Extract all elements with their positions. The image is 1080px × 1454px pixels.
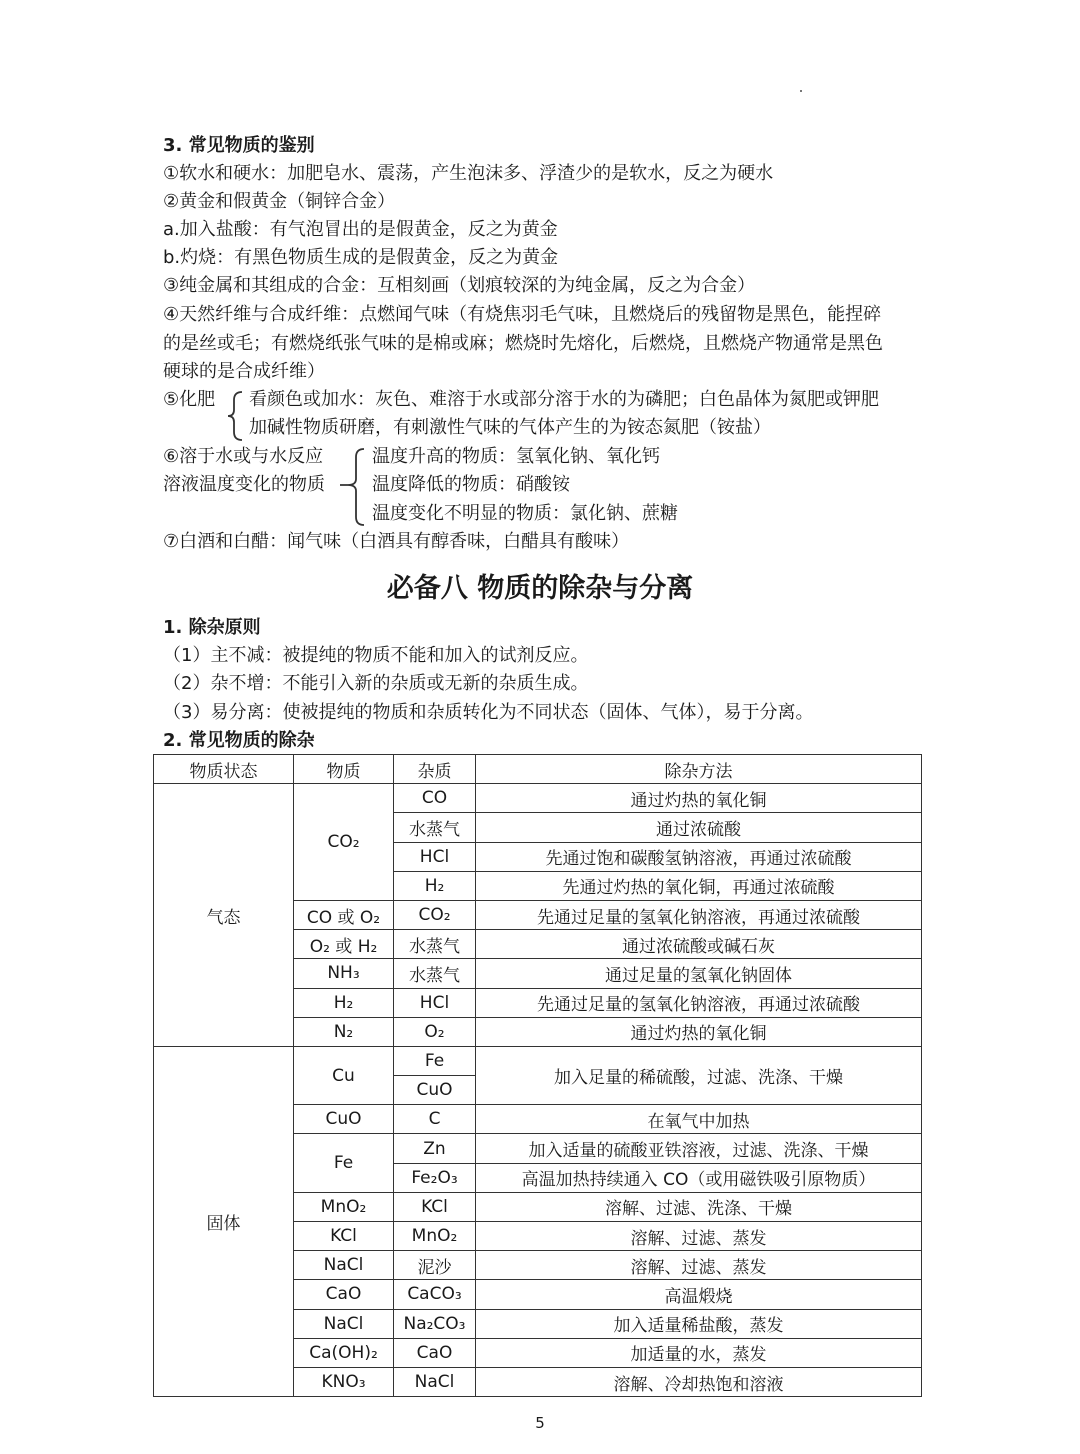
substance-cell: Cu xyxy=(294,1046,394,1104)
header-cell: 杂质 xyxy=(394,755,476,784)
impurity-cell: 水蒸气 xyxy=(394,959,476,988)
method-cell: 通过足量的氢氧化钠固体 xyxy=(476,959,922,988)
impurity-cell: CO xyxy=(394,784,476,813)
table-row xyxy=(154,784,922,813)
impurity-cell: 泥沙 xyxy=(394,1251,476,1280)
substance-cell: CO 或 O₂ xyxy=(294,900,394,929)
identify-line: b.灼烧：有黑色物质生成的是假黄金，反之为黄金 xyxy=(163,247,559,268)
substance-cell: CO₂ xyxy=(294,784,394,901)
impurity-cell: 水蒸气 xyxy=(394,930,476,959)
method-cell: 高温煅烧 xyxy=(476,1280,922,1309)
impurity-cell: CuO xyxy=(394,1076,476,1105)
impurity-cell: NaCl xyxy=(394,1367,476,1396)
substance-cell: NH₃ xyxy=(294,959,394,988)
method-cell: 加入足量的稀硫酸，过滤、洗涤、干燥 xyxy=(476,1046,922,1104)
principles-title: 1. 除杂原则 xyxy=(163,617,261,638)
brace-icon xyxy=(338,447,366,527)
method-cell: 通过灼热的氧化铜 xyxy=(476,784,922,813)
header-cell: 物质状态 xyxy=(154,755,294,784)
substance-cell: O₂ 或 H₂ xyxy=(294,930,394,959)
impurity-cell: CaO xyxy=(394,1338,476,1367)
dissolve-item: 温度变化不明显的物质：氯化钠、蔗糖 xyxy=(372,503,678,524)
method-cell: 加入适量的硫酸亚铁溶液，过滤、洗涤、干燥 xyxy=(476,1134,922,1163)
impurity-cell: Fe₂O₃ xyxy=(394,1163,476,1192)
impurity-cell: O₂ xyxy=(394,1017,476,1046)
fertilizer-item: 看颜色或加水：灰色、难溶于水或部分溶于水的为磷肥；白色晶体为氮肥或钾肥 xyxy=(249,389,879,410)
principle-line: （2）杂不增：不能引入新的杂质或无新的杂质生成。 xyxy=(163,673,589,694)
method-cell: 溶解、过滤、蒸发 xyxy=(476,1222,922,1251)
method-cell: 先通过饱和碳酸氢钠溶液，再通过浓硫酸 xyxy=(476,842,922,871)
method-cell: 溶解、冷却热饱和溶液 xyxy=(476,1367,922,1396)
substance-cell: Ca(OH)₂ xyxy=(294,1338,394,1367)
page-number: 5 xyxy=(535,1414,545,1432)
impurity-cell: C xyxy=(394,1105,476,1134)
substance-cell: Fe xyxy=(294,1134,394,1192)
impurity-cell: MnO₂ xyxy=(394,1222,476,1251)
header-cell: 物质 xyxy=(294,755,394,784)
method-cell: 加适量的水，蒸发 xyxy=(476,1338,922,1367)
state-cell: 固体 xyxy=(154,1046,294,1396)
dissolve-item: 温度升高的物质：氢氧化钠、氧化钙 xyxy=(372,446,660,467)
impurity-cell: Na₂CO₃ xyxy=(394,1309,476,1338)
identify-line: ②黄金和假黄金（铜锌合金） xyxy=(163,191,396,212)
impurity-cell: HCl xyxy=(394,988,476,1017)
liquor-line: ⑦白酒和白醋：闻气味（白酒具有醇香味，白醋具有酸味） xyxy=(163,531,630,552)
impurity-cell: HCl xyxy=(394,842,476,871)
brace-icon xyxy=(226,390,246,442)
method-cell: 溶解、过滤、蒸发 xyxy=(476,1251,922,1280)
method-cell: 通过灼热的氧化铜 xyxy=(476,1017,922,1046)
impurity-cell: Fe xyxy=(394,1046,476,1075)
section-title: 必备八 物质的除杂与分离 xyxy=(386,573,694,604)
substance-cell: H₂ xyxy=(294,988,394,1017)
identify-line: a.加入盐酸：有气泡冒出的是假黄金，反之为黄金 xyxy=(163,219,558,240)
table-header-row xyxy=(154,755,922,784)
substance-cell: KNO₃ xyxy=(294,1367,394,1396)
substance-cell: CuO xyxy=(294,1105,394,1134)
common-title: 2. 常见物质的除杂 xyxy=(163,730,315,751)
substance-cell: KCl xyxy=(294,1222,394,1251)
identify-line: ③纯金属和其组成的合金：互相刻画（划痕较深的为纯金属，反之为合金） xyxy=(163,275,756,296)
impurity-cell: CaCO₃ xyxy=(394,1280,476,1309)
impurity-cell: H₂ xyxy=(394,871,476,900)
substance-cell: NaCl xyxy=(294,1309,394,1338)
identify-line: ④天然纤维与合成纤维：点燃闻气味（有烧焦羽毛气味，且燃烧后的残留物是黑色，能捏碎 xyxy=(163,304,882,325)
identify-title: 3. 常见物质的鉴别 xyxy=(163,135,315,156)
table-row xyxy=(154,1046,922,1075)
method-cell: 通过浓硫酸 xyxy=(476,813,922,842)
scan-speck xyxy=(800,90,802,92)
purification-table xyxy=(153,754,922,1397)
method-cell: 在氧气中加热 xyxy=(476,1105,922,1134)
identify-line: 硬球的是合成纤维） xyxy=(163,361,325,382)
substance-cell: NaCl xyxy=(294,1251,394,1280)
header-cell: 除杂方法 xyxy=(476,755,922,784)
method-cell: 先通过灼热的氧化铜，再通过浓硫酸 xyxy=(476,871,922,900)
fertilizer-item: 加碱性物质研磨，有刺激性气味的气体产生的为铵态氮肥（铵盐） xyxy=(249,417,771,438)
impurity-cell: KCl xyxy=(394,1192,476,1221)
dissolve-label: 溶液温度变化的物质 xyxy=(163,474,325,495)
identify-line: 的是丝或毛；有燃烧纸张气味的是棉或麻；燃烧时先熔化，后燃烧，且燃烧产物通常是黑色 xyxy=(163,333,883,354)
identify-line: ①软水和硬水：加肥皂水、震荡，产生泡沫多、浮渣少的是软水，反之为硬水 xyxy=(163,163,774,184)
dissolve-item: 温度降低的物质：硝酸铵 xyxy=(372,474,570,495)
method-cell: 通过浓硫酸或碱石灰 xyxy=(476,930,922,959)
impurity-cell: 水蒸气 xyxy=(394,813,476,842)
substance-cell: MnO₂ xyxy=(294,1192,394,1221)
impurity-cell: Zn xyxy=(394,1134,476,1163)
substance-cell: N₂ xyxy=(294,1017,394,1046)
method-cell: 先通过足量的氢氧化钠溶液，再通过浓硫酸 xyxy=(476,900,922,929)
fertilizer-label: ⑤化肥 xyxy=(163,389,216,410)
method-cell: 先通过足量的氢氧化钠溶液，再通过浓硫酸 xyxy=(476,988,922,1017)
dissolve-label: ⑥溶于水或与水反应 xyxy=(163,446,324,467)
method-cell: 加入适量稀盐酸，蒸发 xyxy=(476,1309,922,1338)
principle-line: （1）主不减：被提纯的物质不能和加入的试剂反应。 xyxy=(163,645,589,666)
substance-cell: CaO xyxy=(294,1280,394,1309)
method-cell: 高温加热持续通入 CO（或用磁铁吸引原物质） xyxy=(476,1163,922,1192)
state-cell: 气态 xyxy=(154,784,294,1047)
method-cell: 溶解、过滤、洗涤、干燥 xyxy=(476,1192,922,1221)
impurity-cell: CO₂ xyxy=(394,900,476,929)
principle-line: （3）易分离：使被提纯的物质和杂质转化为不同状态（固体、气体），易于分离。 xyxy=(163,702,814,723)
